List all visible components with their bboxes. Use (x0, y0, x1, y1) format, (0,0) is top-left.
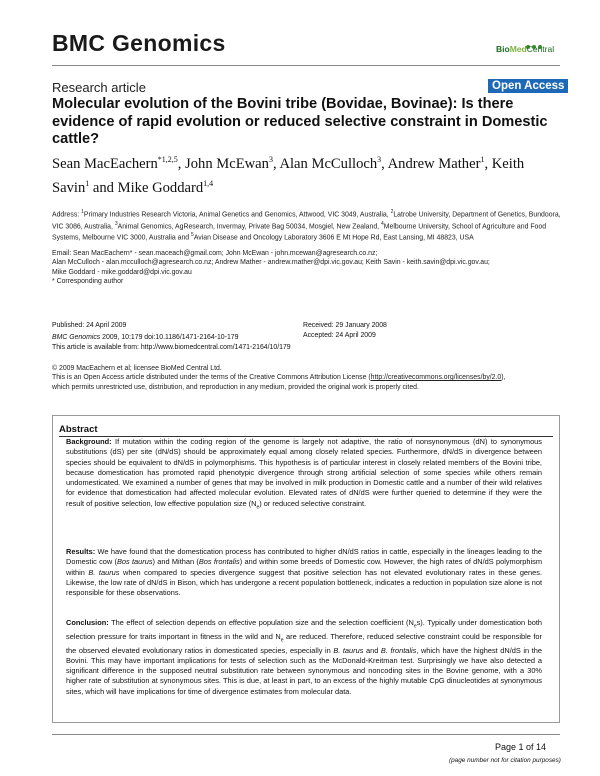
author-affiliation: 1 (85, 178, 90, 188)
author-affiliation: 1 (480, 155, 485, 164)
subscript: e (256, 504, 260, 511)
author-name: Mike Goddard (117, 179, 204, 196)
species-name: B. taurus (88, 567, 120, 577)
citation-journal: BMC Genomics (52, 334, 101, 341)
article-availability[interactable]: This article is available from: http://www.biomedcentral.com/1471-2164/10/179 (52, 344, 291, 351)
species-name: B. taurus (333, 645, 364, 655)
author-name: John McEwan (185, 155, 269, 172)
abstract-background (66, 437, 542, 513)
received-accepted (303, 321, 387, 341)
author-list: Sean MacEachern$^{*1,2,5}$, John McEwan$^3$, Alan McCulloch$^3$, Andrew Mather$^1$, Keith Savin$^1$ and Mike Goddard$^{1,4}$ (52, 155, 525, 196)
author-name: Andrew Mather (387, 155, 481, 172)
journal-title: BMC Genomics (52, 30, 226, 56)
author-name: Alan McCulloch (279, 155, 378, 172)
copyright: © 2009 MacEachern et al; licensee BioMed Central Ltd. (52, 365, 222, 372)
results-text: ) and within some breeds of Domestic cow. However, the high rates of dN/dS polymorphism within (66, 557, 543, 577)
email-block (52, 249, 562, 286)
citation (52, 333, 291, 343)
species-name: Bos frontalis (198, 557, 240, 567)
article-title: Molecular evolution of the Bovini tribe (Bovidae, Bovinae): Is there evidence of rapid evolution or reduced selective constraint in Domestic cattle? (52, 96, 548, 147)
address-label: Address: (52, 211, 80, 219)
corresponding-author-note: * Corresponding author (52, 277, 124, 285)
license-link[interactable]: http://creativecommons.org/licenses/by/2.0 (370, 374, 502, 382)
license-text: This is an Open Access article distributed under the terms of the Creative Commons Attribution License ( (52, 374, 371, 382)
author-name: Sean MacEachern (52, 155, 158, 172)
logo-bio: Bio (496, 44, 510, 54)
conclusion-text: The effect of selection depends on effective population size and the selection coefficient (N (111, 618, 414, 627)
affiliation-number: 3 (114, 220, 118, 227)
abstract-conclusion (66, 618, 542, 697)
affiliation-number: 5 (191, 232, 194, 239)
conclusion-label: Conclusion: (66, 618, 109, 627)
license-text: ), (501, 374, 506, 382)
affiliation-number: 4 (381, 220, 384, 227)
author-affiliation: 3 (377, 155, 382, 164)
email-line[interactable]: Alan McCulloch - alan.mcculloch@agresearch.co.nz; Andrew Mather - andrew.mather@dpi.vic.gov.au; Keith Savin - keith.savin@dpi.vic.gov.au; (52, 259, 490, 267)
affiliation: Melbourne University, School of Agriculture and Food Systems, Melbourne VIC 3000, Australia and (52, 222, 547, 242)
species-name: Bos taurus (116, 557, 153, 567)
page-number: Page 1 of 14 (495, 742, 547, 752)
conclusion-text: s). Typically under domestication both selection pressure for traits important in fitness in the wild and N (66, 618, 542, 641)
article-type: Research article (52, 80, 146, 95)
subscript: e (280, 637, 284, 644)
results-text: We have found that the domestication process has contributed to higher dN/dS ratios in cattle, especially in the lineages leading to the Domestic cow ( (66, 547, 542, 567)
affiliation-number: 1 (81, 209, 84, 215)
affiliation-number: 2 (390, 209, 394, 215)
email-line[interactable]: Mike Goddard - mike.goddard@dpi.vic.gov.au (52, 268, 192, 276)
species-name: B. frontalis (380, 645, 417, 655)
author-affiliation: 3 (268, 155, 273, 164)
accepted-date: Accepted: 24 April 2009 (303, 332, 376, 339)
background-text: If mutation within the coding region of the genome is largely not adaptive, the ratio of nonsynonymous (dN) to synonymous substitutions (dS) per site (dN/dS) should be approximately equal among closely related species. Furthermore, dN/dS in divergence between species should be equivalent to dN/dS in polymorphisms. This hypothesis is of particular interest in closely related members of the Bovini tribe, because domestication has promoted rapid phenotypic divergence through strong artificial selection of some species while others remain undomesticated. We examined a number of genes that may be involved in milk production in Domestic cattle and a number of their wild relatives for evidence that domestication had affected molecular evolution. Elevated rates of dN/dS were further queried to determine if they were the result of positive selection, low effective population size (N (66, 437, 542, 508)
biomed-central-logo (496, 36, 560, 56)
author-affiliation: 1,4 (203, 178, 214, 188)
affiliation: Animal Genomics, AgResearch, Invermay, Private Bag 50034, Mosgiel, New Zealand, (117, 222, 380, 230)
author-affiliation: *1,2,5 (157, 155, 178, 164)
background-label: Background: (66, 437, 112, 446)
open-access-badge: Open Access (488, 79, 568, 93)
email-line[interactable]: Email: Sean MacEachern* - sean.maceach@gmail.com; John McEwan - john.mcewan@agresearch.co.nz; (52, 250, 378, 257)
published-date: Published: 24 April 2009 (52, 322, 127, 329)
conclusion-text: , which have the highest dN/dS in the Bovini. This may have important implications for tests of selection such as the McDonald-Kreitman test. Surprisingly we have also detected a significant difference in the supposed neutral substitution rate between synonymous and noncoding sites in the Bovine genome, with a 30% higher rate of substitution at synonymous sites. This is due, at least in part, to an excess of the highly mutable CpG dinucleotides at synonymous sites, which will have implications for time of divergence estimates from molecular data. (66, 645, 543, 696)
affiliation: Primary Industries Research Victoria, Animal Genetics and Genomics, Attwood, VIC 3049, Australia, (83, 211, 389, 219)
background-text-end: ) or reduced selective constraint. (259, 498, 367, 508)
citation-details: 2009, 10:179 doi:10.1186/1471-2164-10-179 (100, 334, 239, 341)
license-text: which permits unrestricted use, distribution, and reproduction in any medium, provided the original work is properly cited. (52, 383, 419, 391)
received-date: Received: 29 January 2008 (303, 322, 387, 329)
page-number-note: (page number not for citation purposes) (449, 757, 561, 764)
results-text: ) and Mithan ( (152, 557, 199, 567)
footer-divider (52, 734, 560, 735)
logo-central: Central (526, 44, 555, 54)
conclusion-text: and (363, 645, 381, 655)
affiliation: Latrobe University, Department of Genetics, Bundoora, VIC 3086, Australia, (52, 211, 561, 230)
abstract-heading: Abstract (59, 424, 98, 435)
publication-info (52, 321, 291, 353)
header-divider (52, 65, 560, 66)
results-text: when compared to species divergence suggest that positive selection has not elevated evolutionary rates in these genes. Likewise, the low rate of dN/dS in Bison, which has undergone a recent population bottleneck, indicates a reduction in population size alone is not responsible for these observations. (66, 567, 543, 598)
address-block (52, 208, 562, 243)
results-label: Results: (66, 547, 96, 556)
license-block (52, 364, 562, 392)
abstract-results (66, 547, 542, 598)
conclusion-text: are reduced. Therefore, reduced selective constraint could be responsible for the observed elevated evolutionary ratios in domesticated species, especially in (66, 631, 542, 655)
affiliation: Avian Disease and Oncology Laboratory 3606 E Mt Hope Rd, East Lansing, MI 48823, USA (193, 234, 474, 242)
logo-med: Med (509, 44, 527, 54)
subscript: e (413, 623, 417, 630)
author-name: Keith Savin (52, 155, 525, 196)
